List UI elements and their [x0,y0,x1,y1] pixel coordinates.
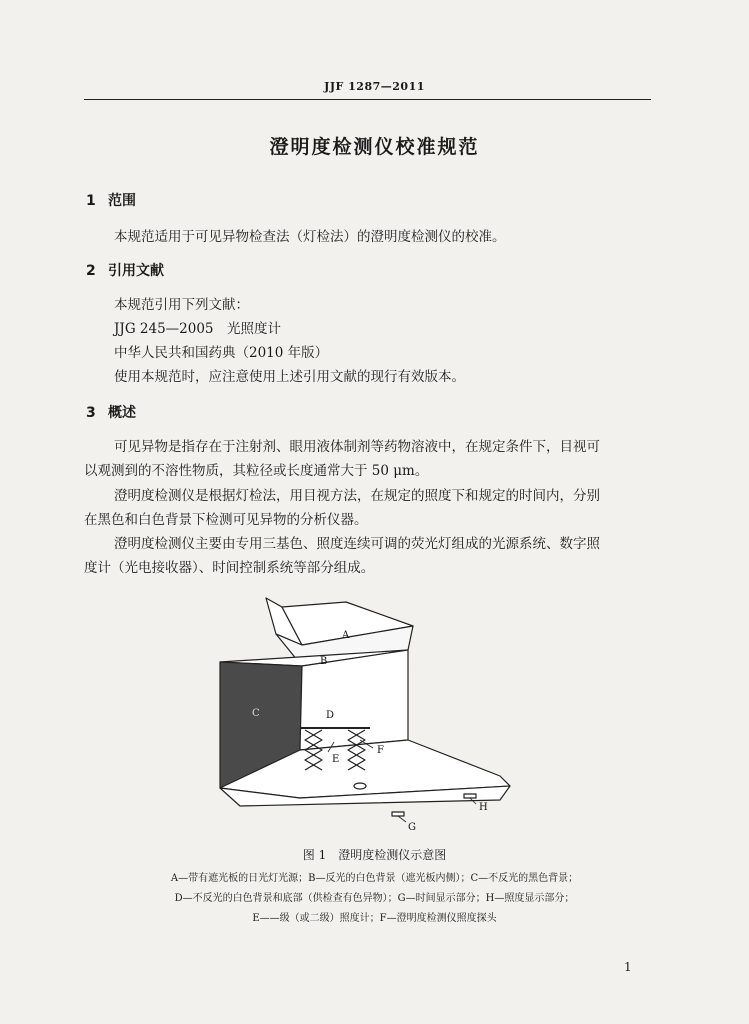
label-g: G [408,822,416,830]
section-3-heading [86,402,136,422]
label-b: B [320,656,328,667]
paragraph: 澄明度检测仪是根据灯检法，用目视方法，在规定的照度下和规定的时间内，分别 [114,488,600,504]
paragraph: 以观测到的不溶性物质，其粒径或长度通常大于 50 μm。 [84,463,429,479]
reference-item: 中华人民共和国药典（2010 年版） [114,345,329,361]
section-number: 1 [86,193,96,209]
figure-legend-line: D—不反光的白色背景和底部（供检查有色异物）；G—时间显示部分；H—照度显示部分； [174,893,575,904]
section-1-heading [86,190,136,210]
label-e: E [332,754,340,765]
paragraph: 在黑色和白色背景下检测可见异物的分析仪器。 [84,512,368,528]
label-c: C [252,708,260,719]
paragraph: 可见异物是指存在于注射剂、眼用液体制剂等药物溶液中，在规定条件下，目视可 [114,439,600,455]
reference-item: JJG 245—2005 光照度计 [114,321,282,337]
label-a: A [342,630,350,641]
section-number: 3 [86,405,96,421]
instrument-diagram [210,590,540,830]
section-title: 范围 [108,193,136,209]
section-title: 概述 [108,405,136,421]
paragraph: 澄明度检测仪主要由专用三基色、照度连续可调的荧光灯组成的光源系统、数字照 [114,536,600,552]
figure-caption: 图 1 澄明度检测仪示意图 [302,848,447,862]
label-f: F [377,745,384,756]
paragraph: 度计（光电接收器）、时间控制系统等部分组成。 [84,560,375,576]
diagram-svg [210,590,540,830]
standard-code: JJF 1287—2011 [324,80,425,93]
label-d: D [326,710,335,721]
section-number: 2 [86,263,96,279]
figure-legend-line: E——级（或二级）照度计；F—澄明度检测仪照度探头 [252,913,497,924]
document-title: 澄明度检测仪校准规范 [269,136,480,158]
paragraph: 本规范适用于可见异物检查法（灯检法）的澄明度检测仪的校准。 [114,229,506,245]
section-title: 引用文献 [108,263,164,279]
paragraph: 本规范引用下列文献： [114,297,249,313]
label-h: H [479,802,488,813]
paragraph: 使用本规范时，应注意使用上述引用文献的现行有效版本。 [114,369,465,385]
section-2-heading [86,260,164,280]
page-number: 1 [624,960,632,974]
figure-legend-line: A—带有遮光板的日光灯光源；B—反光的白色背景（遮光板内侧）；C—不反光的黑色背景； [170,873,579,884]
header-rule [84,99,651,100]
